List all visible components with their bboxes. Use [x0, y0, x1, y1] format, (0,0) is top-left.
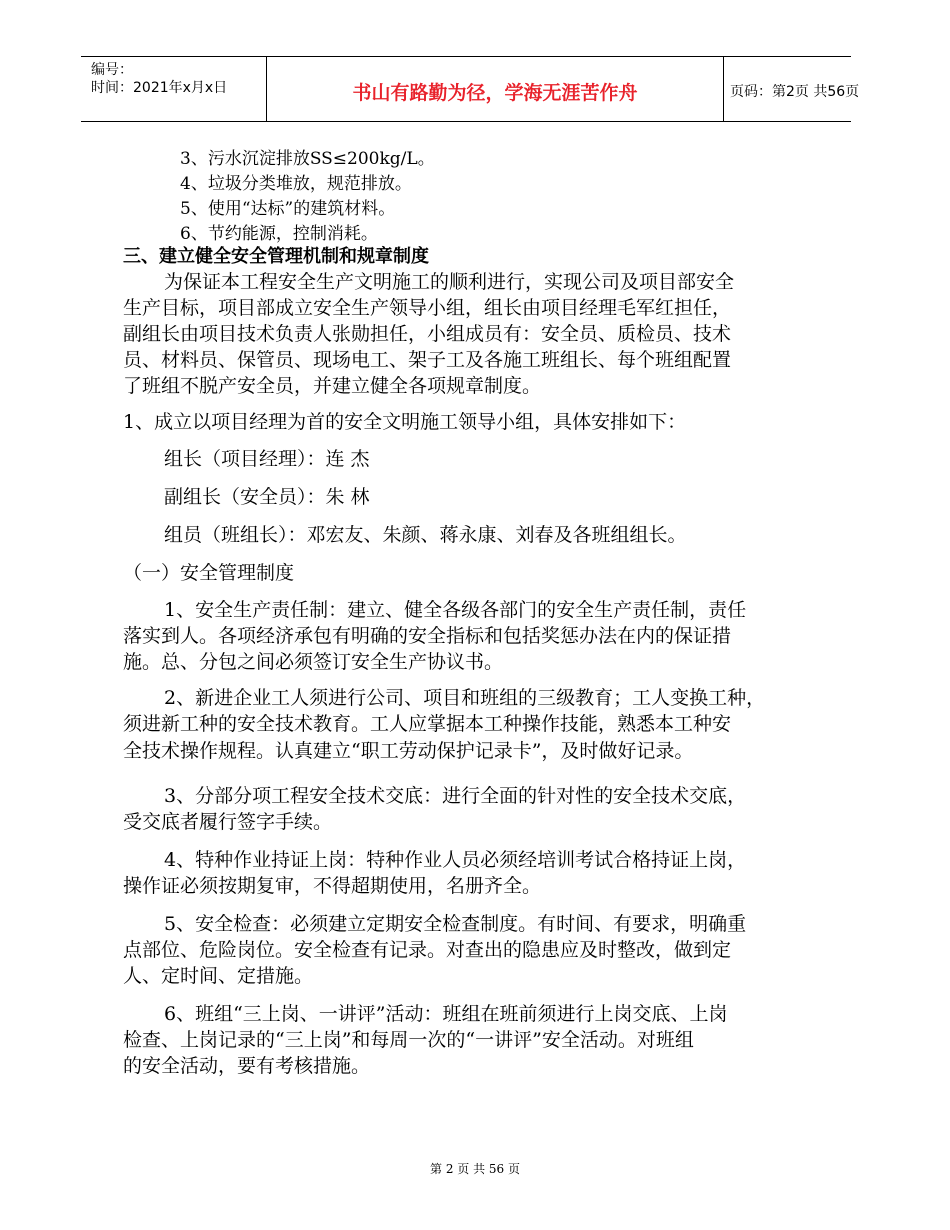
paragraph-line: 受交底者履行签字手续。 [123, 811, 333, 833]
header-motto: 书山有路勤为径，学海无涯苦作舟 [352, 82, 638, 104]
paragraph-line: 4、特种作业持证上岗：特种作业人员必须经培训考试合格持证上岗， [164, 849, 747, 871]
paragraph-line: 1、成立以项目经理为首的安全文明施工领导小组，具体安排如下： [123, 411, 687, 433]
paragraph-line: 落实到人。各项经济承包有明确的安全指标和包括奖惩办法在内的保证措 [123, 625, 732, 647]
header-page-cell [724, 57, 860, 121]
page-footer: 第 2 页 共 56 页 [430, 1162, 520, 1176]
paragraph-line: 副组长由项目技术负责人张勋担任，小组成员有：安全员、质检员、技术 [123, 323, 732, 345]
deputy-leader-line: 副组长（安全员）：朱 林 [164, 486, 370, 508]
list-item: 6、节约能源，控制消耗。 [180, 224, 378, 244]
paragraph-line: 的安全活动，要有考核措施。 [123, 1055, 371, 1077]
list-item: 5、使用“达标”的建筑材料。 [180, 199, 396, 219]
paragraph-line: 5、安全检查：必须建立定期安全检查制度。有时间、有要求，明确重 [164, 913, 747, 935]
paragraph-line: 员、材料员、保管员、现场电工、架子工及各施工班组长、每个班组配置 [123, 349, 732, 371]
section-heading: 三、建立健全安全管理机制和规章制度 [123, 246, 429, 267]
paragraph-line: 2、新进企业工人须进行公司、项目和班组的三级教育；工人变换工种， [164, 687, 766, 709]
paragraph-line: 了班组不脱产安全员，并建立健全各项规章制度。 [123, 375, 542, 397]
list-item: 4、垃圾分类堆放，规范排放。 [180, 174, 412, 194]
header-motto-cell [266, 57, 724, 121]
paragraph-line: 须进新工种的安全技术教育。工人应掌据本工种操作技能，熟悉本工种安 [123, 713, 732, 735]
list-item: 3、污水沉淀排放SS≤200kg/L。 [180, 149, 435, 169]
header-left-cell [81, 57, 266, 121]
paragraph-line: 为保证本工程安全生产文明施工的顺利进行，实现公司及项目部安全 [164, 271, 735, 293]
paragraph-line: 点部位、危险岗位。安全检查有记录。对查出的隐患应及时整改，做到定 [123, 939, 732, 961]
paragraph-line: 生产目标，项目部成立安全生产领导小组，组长由项目经理毛军红担任， [123, 297, 732, 319]
paragraph-line: 全技术操作规程。认真建立“职工劳动保护记录卡”，及时做好记录。 [123, 740, 694, 762]
paragraph-line: 1、安全生产责任制：建立、健全各级各部门的安全生产责任制，责任 [164, 599, 747, 621]
team-leader-line: 组长（项目经理）：连 杰 [164, 448, 370, 470]
team-members-line: 组员（班组长）：邓宏友、朱颜、蒋永康、刘春及各班组组长。 [164, 524, 687, 546]
subsection-heading: （一）安全管理制度 [123, 562, 295, 584]
paragraph-line: 人、定时间、定措施。 [123, 965, 314, 987]
doc-code-label: 编号： [91, 62, 133, 78]
doc-time-label: 时间：2021年x月x日 [91, 80, 228, 96]
paragraph-line: 3、分部分项工程安全技术交底：进行全面的针对性的安全技术交底， [164, 785, 747, 807]
paragraph-line: 检查、上岗记录的“三上岗”和每周一次的“一讲评”安全活动。对班组 [123, 1029, 694, 1051]
paragraph-line: 6、班组“三上岗、一讲评”活动：班组在班前须进行上岗交底、上岗 [164, 1003, 728, 1025]
paragraph-line: 施。总、分包之间必须签订安全生产协议书。 [123, 651, 504, 673]
paragraph-line: 操作证必须按期复审，不得超期使用，名册齐全。 [123, 875, 542, 897]
page-header [81, 56, 860, 122]
header-page-number: 页码：第2页 共56页 [730, 84, 860, 100]
